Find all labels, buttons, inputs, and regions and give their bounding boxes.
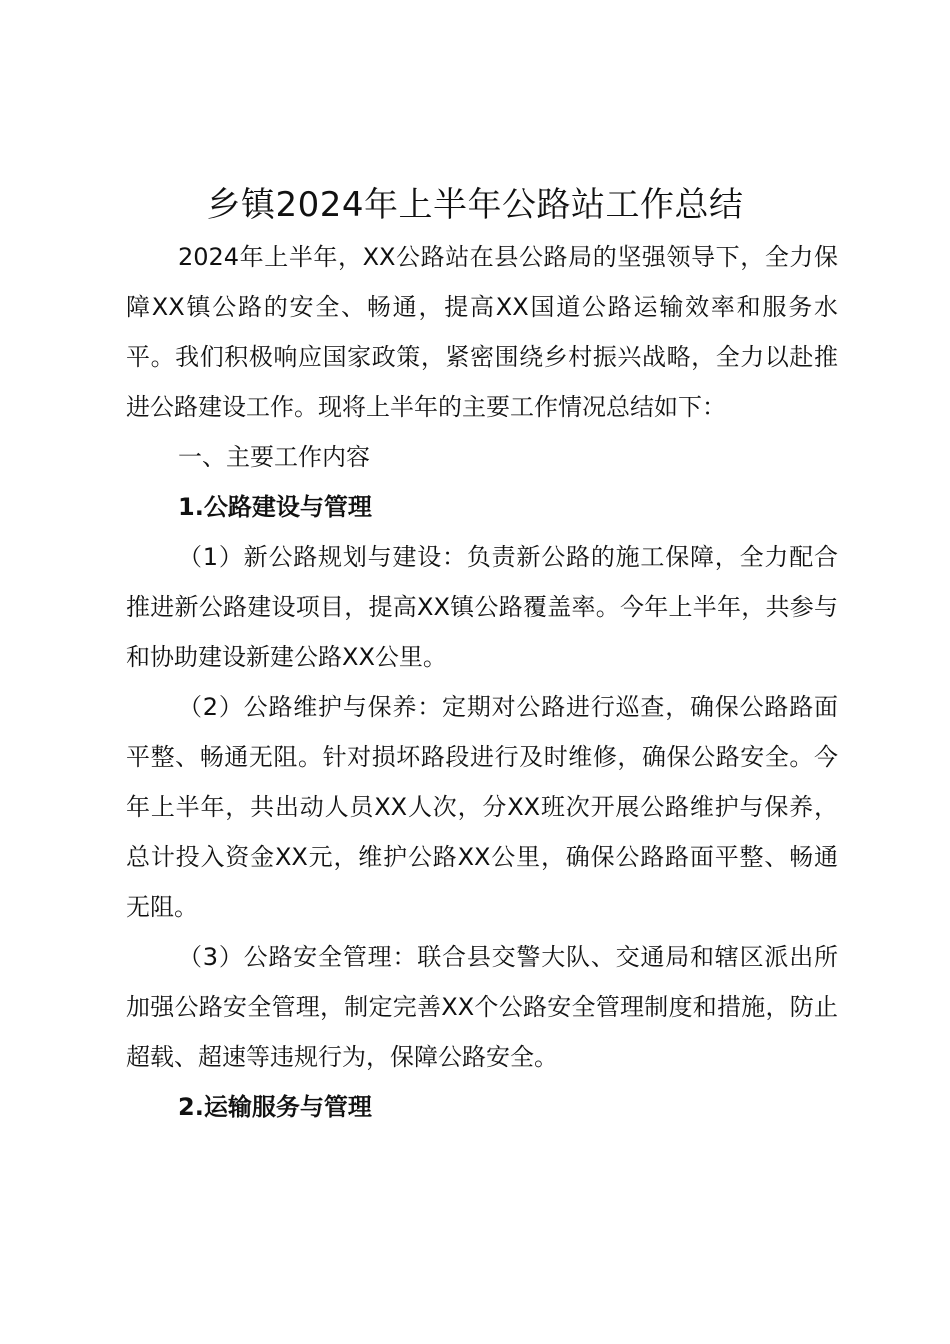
subsection-heading-transport-service: 2.运输服务与管理 [178,1093,372,1121]
paragraph-road-safety: （3）公路安全管理：联合县交警大队、交通局和辖区派出所加强公路安全管理，制定完善XX个公路安全管理制度和措施，防止超载、超速等违规行为，保障公路安全。 [126,943,838,1071]
section-heading-main-work: 一、主要工作内容 [178,443,370,471]
intro-paragraph: 2024年上半年，XX公路站在县公路局的坚强领导下，全力保障XX镇公路的安全、畅通，提高XX国道公路运输效率和服务水平。我们积极响应国家政策，紧密围绕乡村振兴战略，全力以赴推进公路建设工作。现将上半年的主要工作情况总结如下： [126,243,838,421]
document-body [126,232,838,1132]
subsection-heading-road-construction: 1.公路建设与管理 [178,493,372,521]
paragraph-new-road-planning: （1）新公路规划与建设：负责新公路的施工保障，全力配合推进新公路建设项目，提高XX镇公路覆盖率。今年上半年，共参与和协助建设新建公路XX公里。 [126,543,838,671]
paragraph-road-maintenance: （2）公路维护与保养：定期对公路进行巡查，确保公路路面平整、畅通无阻。针对损坏路段进行及时维修，确保公路安全。今年上半年，共出动人员XX人次，分XX班次开展公路维护与保养，总计投入资金XX元，维护公路XX公里，确保公路路面平整、畅通无阻。 [126,693,838,921]
document-title: 乡镇2024年上半年公路站工作总结 [206,185,744,225]
